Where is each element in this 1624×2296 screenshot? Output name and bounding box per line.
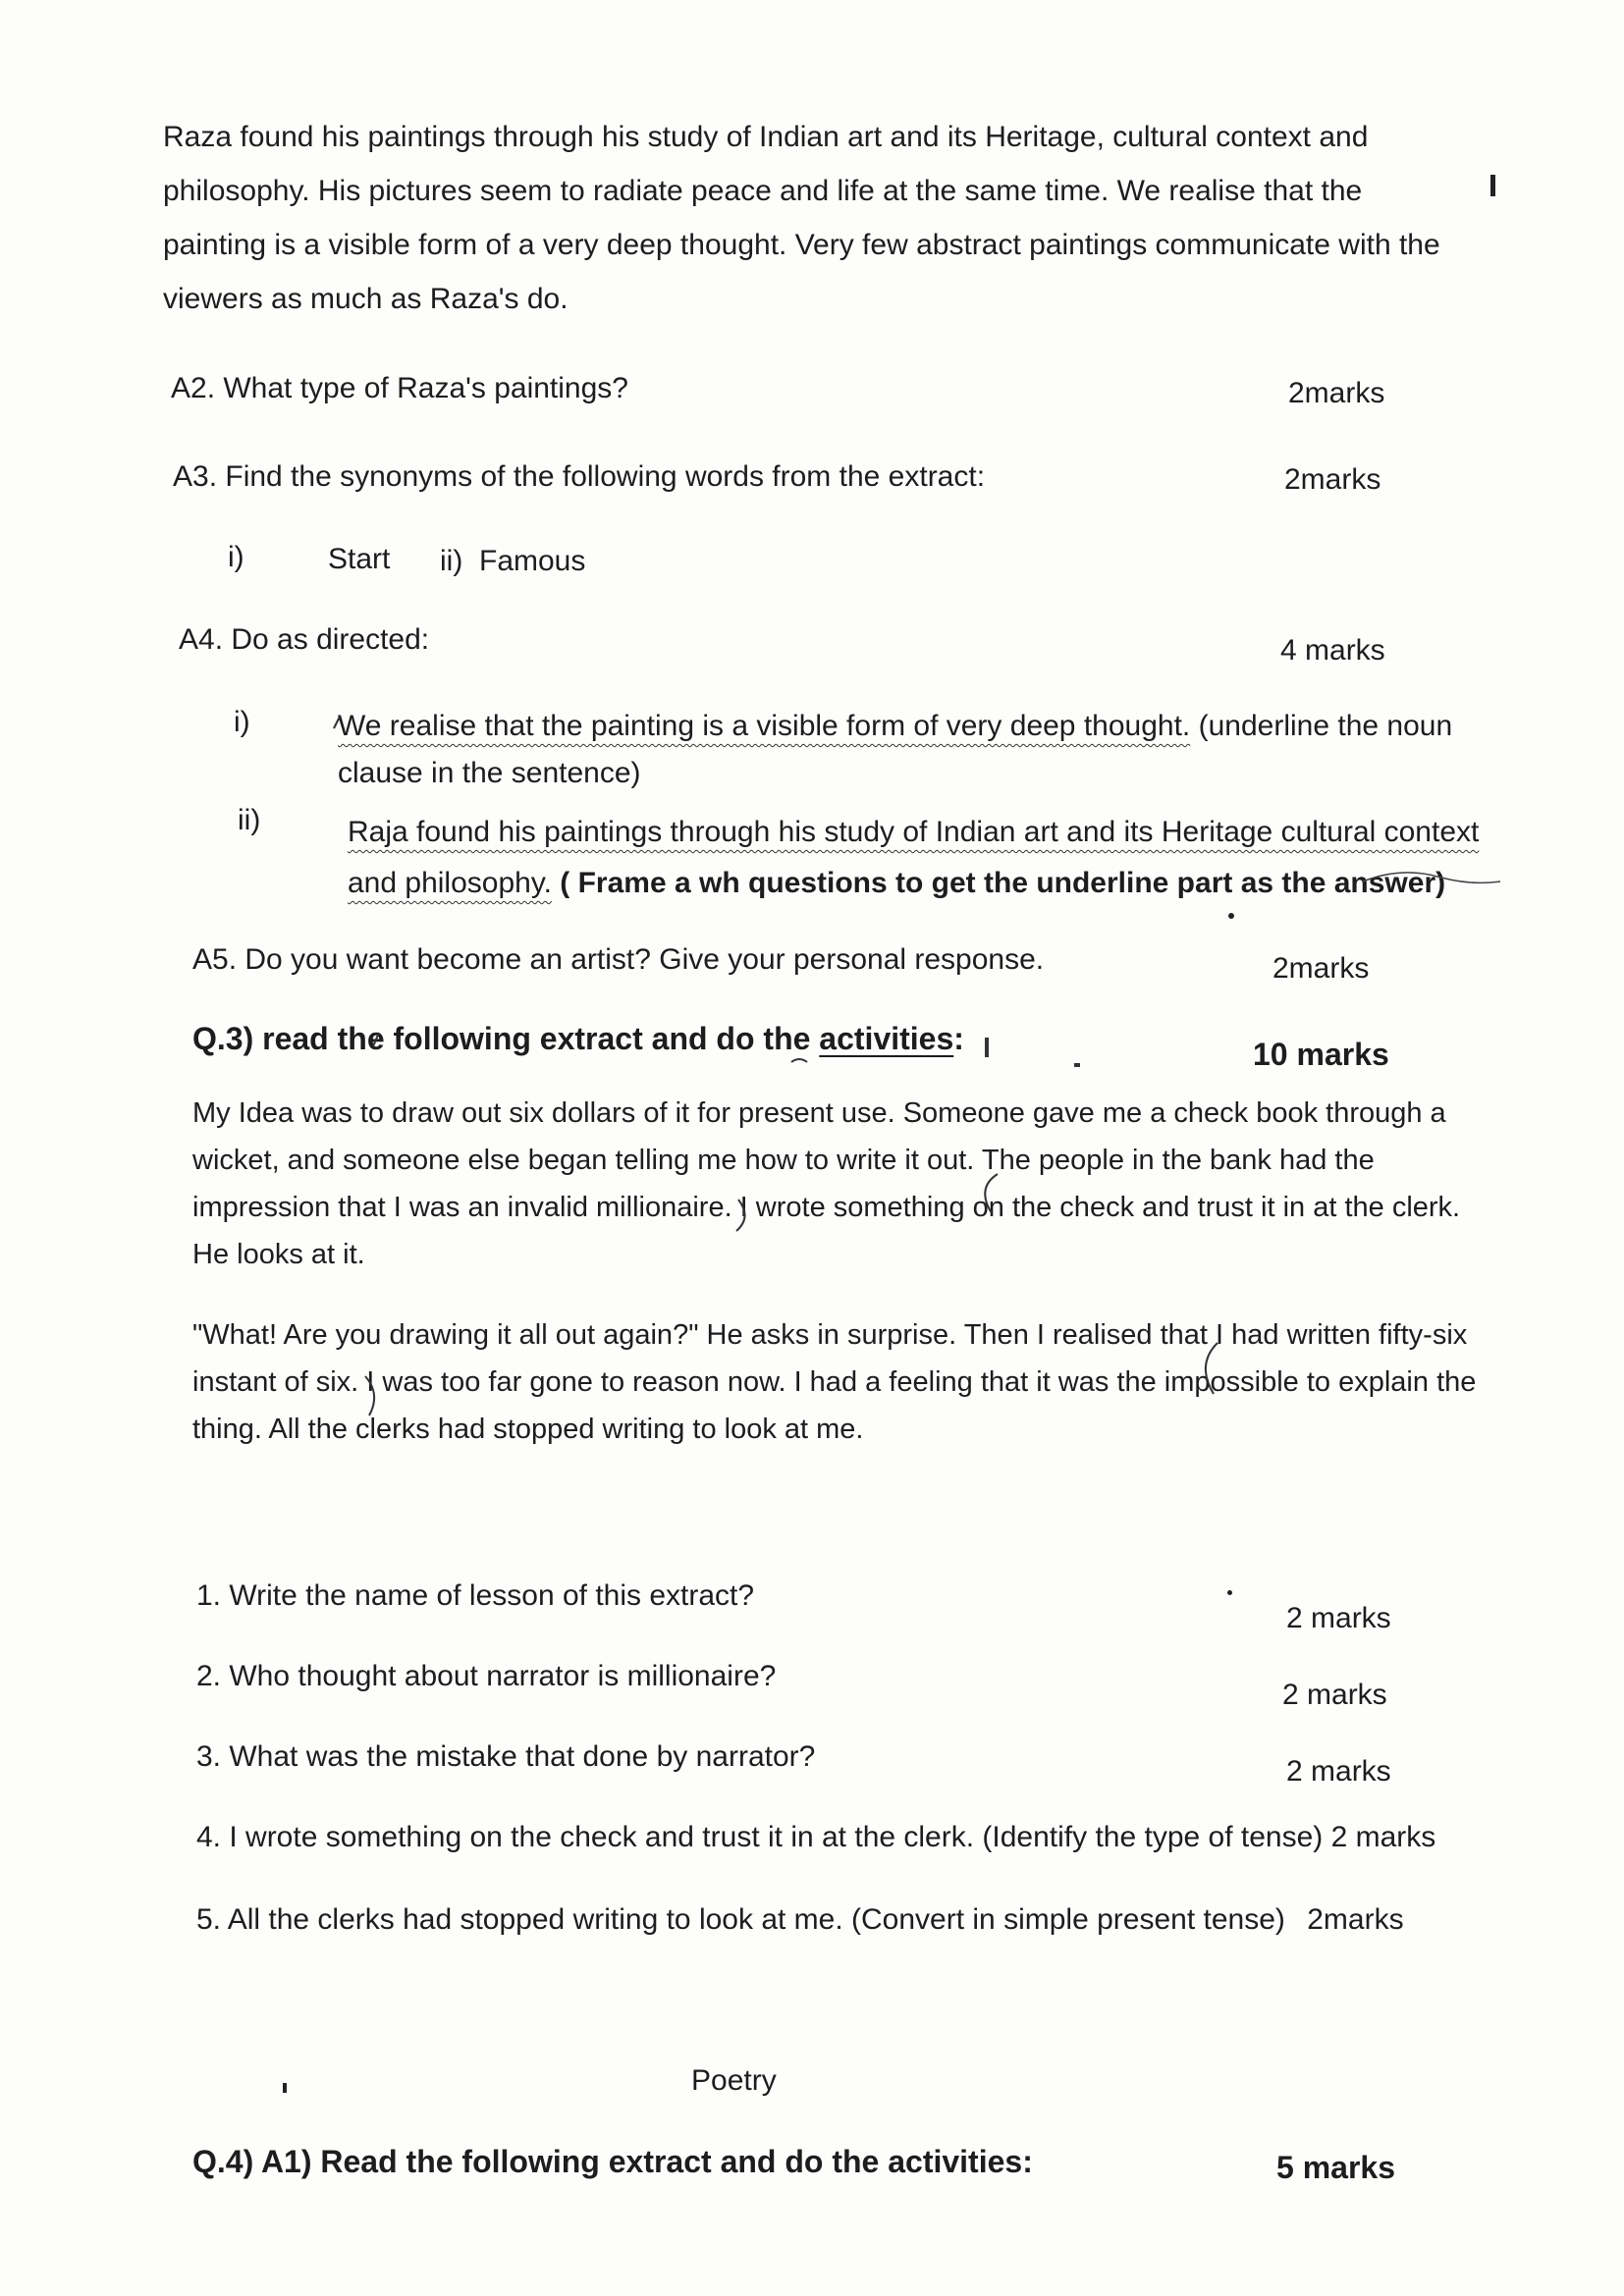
a3-item-number-2: ii) (440, 545, 463, 577)
question-a4: A4. Do as directed: (179, 623, 430, 656)
q3-marks-4: 2 marks (1330, 1821, 1436, 1853)
q3-question-2: 2. Who thought about narrator is millionaire? (196, 1660, 777, 1692)
q3-question-3: 3. What was the mistake that done by narrator? (196, 1740, 816, 1773)
q3-heading (192, 1011, 964, 1066)
scan-dot (985, 1038, 989, 1057)
passage-paragraph: Raza found his paintings through his study of Indian art and its Heritage, cultural context and philosophy. His pictures seem to radiate peace and life at the same time. We realise that the painting is a visible form of a very deep thought. Very few abstract paintings communicate with the viewers as much as Raza's do. (163, 121, 1440, 315)
question-a2: A2. What type of Raza's paintings? (171, 372, 628, 404)
a4-item-2 (348, 807, 1516, 909)
q3-heading-colon: : (953, 1021, 964, 1056)
question-a3: A3. Find the synonyms of the following words from the extract: (173, 460, 986, 493)
q3-marks-3: 2 marks (1286, 1755, 1391, 1788)
q3-question-4 (196, 1810, 1435, 1865)
a3-item-word-famous: Famous (479, 545, 586, 577)
a4-item-number-1: i) (234, 706, 250, 738)
a4-item-2-instruction: ( Frame a wh questions to get the underline part as the answer) (560, 867, 1446, 899)
a4-item-1-sentence: We realise that the painting is a visible form of very deep thought. (338, 710, 1191, 742)
q3-heading-underlined: activities (819, 1021, 954, 1056)
a4-item-2-sentence: Raja found his paintings through his study of Indian art and its Heritage cultural context and philosophy. (348, 816, 1480, 899)
q3-question-5 (196, 1893, 1404, 1948)
q3-marks-5: 2marks (1307, 1903, 1404, 1936)
scan-dot (1074, 1063, 1080, 1067)
scan-dot (1227, 1590, 1232, 1595)
marks-a4: 4 marks (1280, 634, 1385, 667)
marks-q4: 5 marks (1276, 2150, 1395, 2185)
marks-a3: 2marks (1284, 463, 1381, 496)
marks-a5: 2marks (1272, 952, 1370, 985)
q4-heading: Q.4) A1) Read the following extract and do the activities: (192, 2144, 1033, 2179)
a4-item-number-2: ii) (238, 804, 261, 836)
scan-dot (283, 2083, 287, 2093)
a4-item-1 (338, 703, 1467, 797)
scan-mark (1490, 175, 1495, 196)
q3-heading-text: Q.3) read the following extract and do the (192, 1021, 820, 1056)
q3-question-1: 1. Write the name of lesson of this extract? (196, 1579, 755, 1612)
q3-question-5-text: 5. All the clerks had stopped writing to look at me. (Convert in simple present tense) (196, 1903, 1285, 1936)
q3-paragraph-1: My Idea was to draw out six dollars of it for present use. Someone gave me a check book through a wicket, and someone else began telling me how to write it out. The people in the bank had the impression that I was an invalid millionaire. I wrote something on the check and trust it in at the clerk. He looks at it. (192, 1097, 1461, 1270)
q3-marks-1: 2 marks (1286, 1602, 1391, 1634)
a3-item-number-1: i) (228, 541, 244, 573)
scan-dot (1228, 913, 1234, 919)
marks-q3: 10 marks (1253, 1037, 1389, 1072)
question-a5: A5. Do you want become an artist? Give your personal response. (192, 943, 1045, 976)
a4-item-1-instruction: (underline the noun clause in the sentence) (338, 710, 1453, 789)
q3-marks-2: 2 marks (1282, 1679, 1387, 1711)
poetry-section-label: Poetry (691, 2064, 777, 2097)
a3-item-word-start: Start (328, 543, 391, 575)
q3-question-4-text: 4. I wrote something on the check and trust it in at the clerk. (Identify the type of tense) (196, 1821, 1324, 1853)
q3-paragraph-2: "What! Are you drawing it all out again?" He asks in surprise. Then I realised that I had written fifty-six instant of six. I was too far gone to reason now. I had a feeling that it was the impossible to explain the thing. All the clerks had stopped writing to look at me. (192, 1319, 1477, 1445)
marks-a2: 2marks (1288, 377, 1385, 409)
